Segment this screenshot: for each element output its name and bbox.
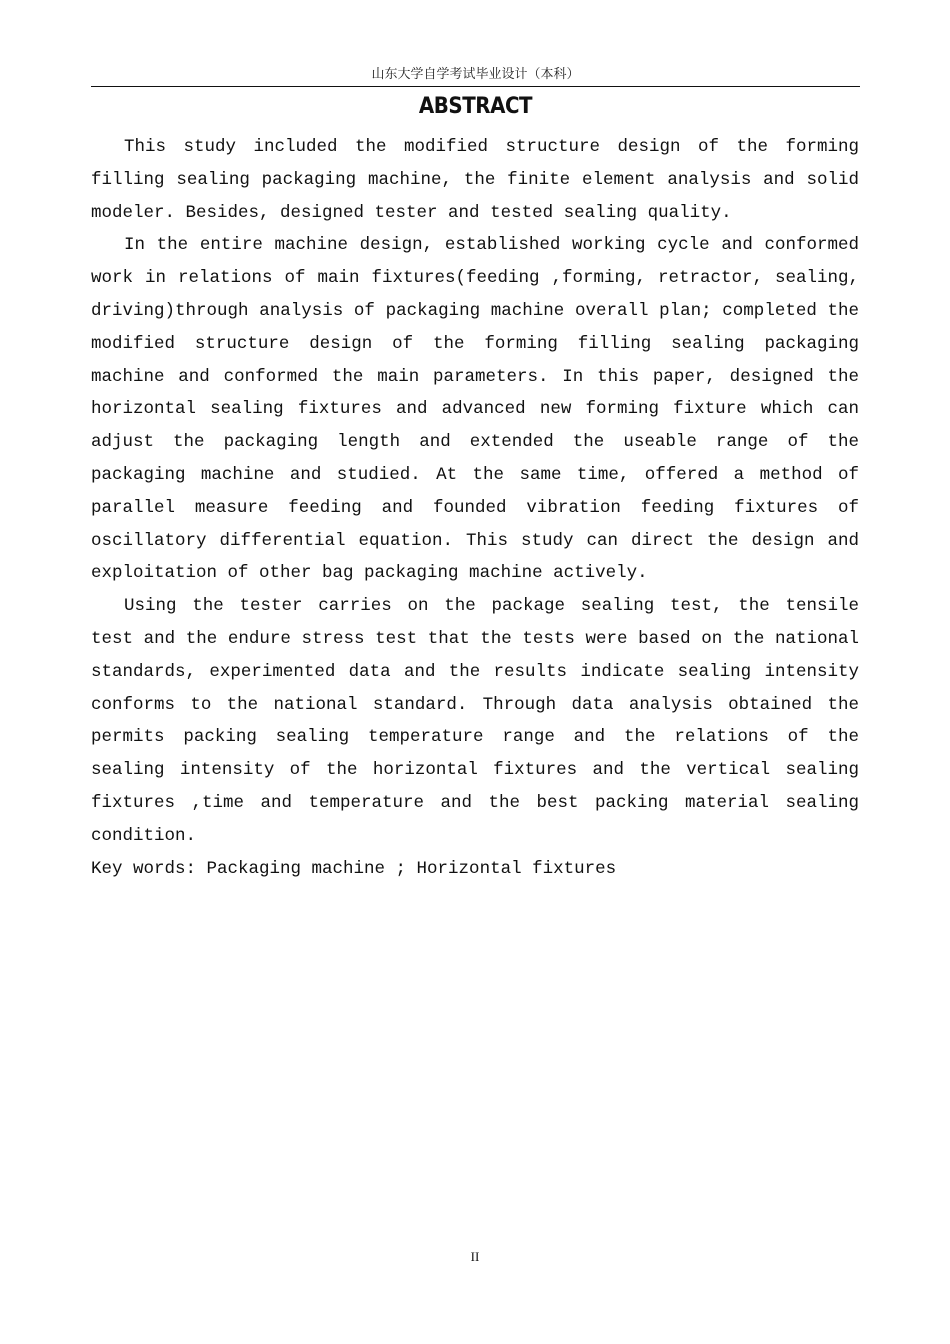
header-divider	[91, 86, 860, 87]
abstract-paragraph-3: Using the tester carries on the package sealing test, the tensile test and the endure stress test that the tests were based on the national standards, experimented data and the results indicate sealing intensity conforms to the national standard. Through data analysis obtained the permits packing sealing temperature range and the relations of the sealing intensity of the horizontal fixtures and the vertical sealing fixtures ,time and temperature and the best packing material sealing condition.	[91, 596, 859, 846]
abstract-paragraph-1: This study included the modified structure design of the forming filling sealing packaging machine, the finite element analysis and solid modeler. Besides, designed tester and tested sealing quality.	[91, 137, 859, 223]
abstract-body	[91, 131, 859, 885]
keywords-line: Key words: Packaging machine ; Horizontal fixtures	[91, 858, 617, 879]
page-title: ABSTRACT	[418, 94, 533, 119]
page-number: II	[470, 1249, 480, 1264]
abstract-paragraph-2: In the entire machine design, established working cycle and conformed work in relations of main fixtures(feeding ,forming, retractor, sealing, driving)through analysis of packaging machine overall plan; completed the modified structure design of the forming filling sealing packaging machine and conformed the main parameters. In this paper, designed the horizontal sealing fixtures and advanced new forming fixture which can adjust the packaging length and extended the useable range of the packaging machine and studied. At the same time, offered a method of parallel measure feeding and founded vibration feeding fixtures of oscillatory differential equation. This study can direct the design and exploitation of other bag packaging machine actively.	[91, 235, 859, 584]
running-header: 山东大学自学考试毕业设计（本科）	[371, 67, 580, 82]
